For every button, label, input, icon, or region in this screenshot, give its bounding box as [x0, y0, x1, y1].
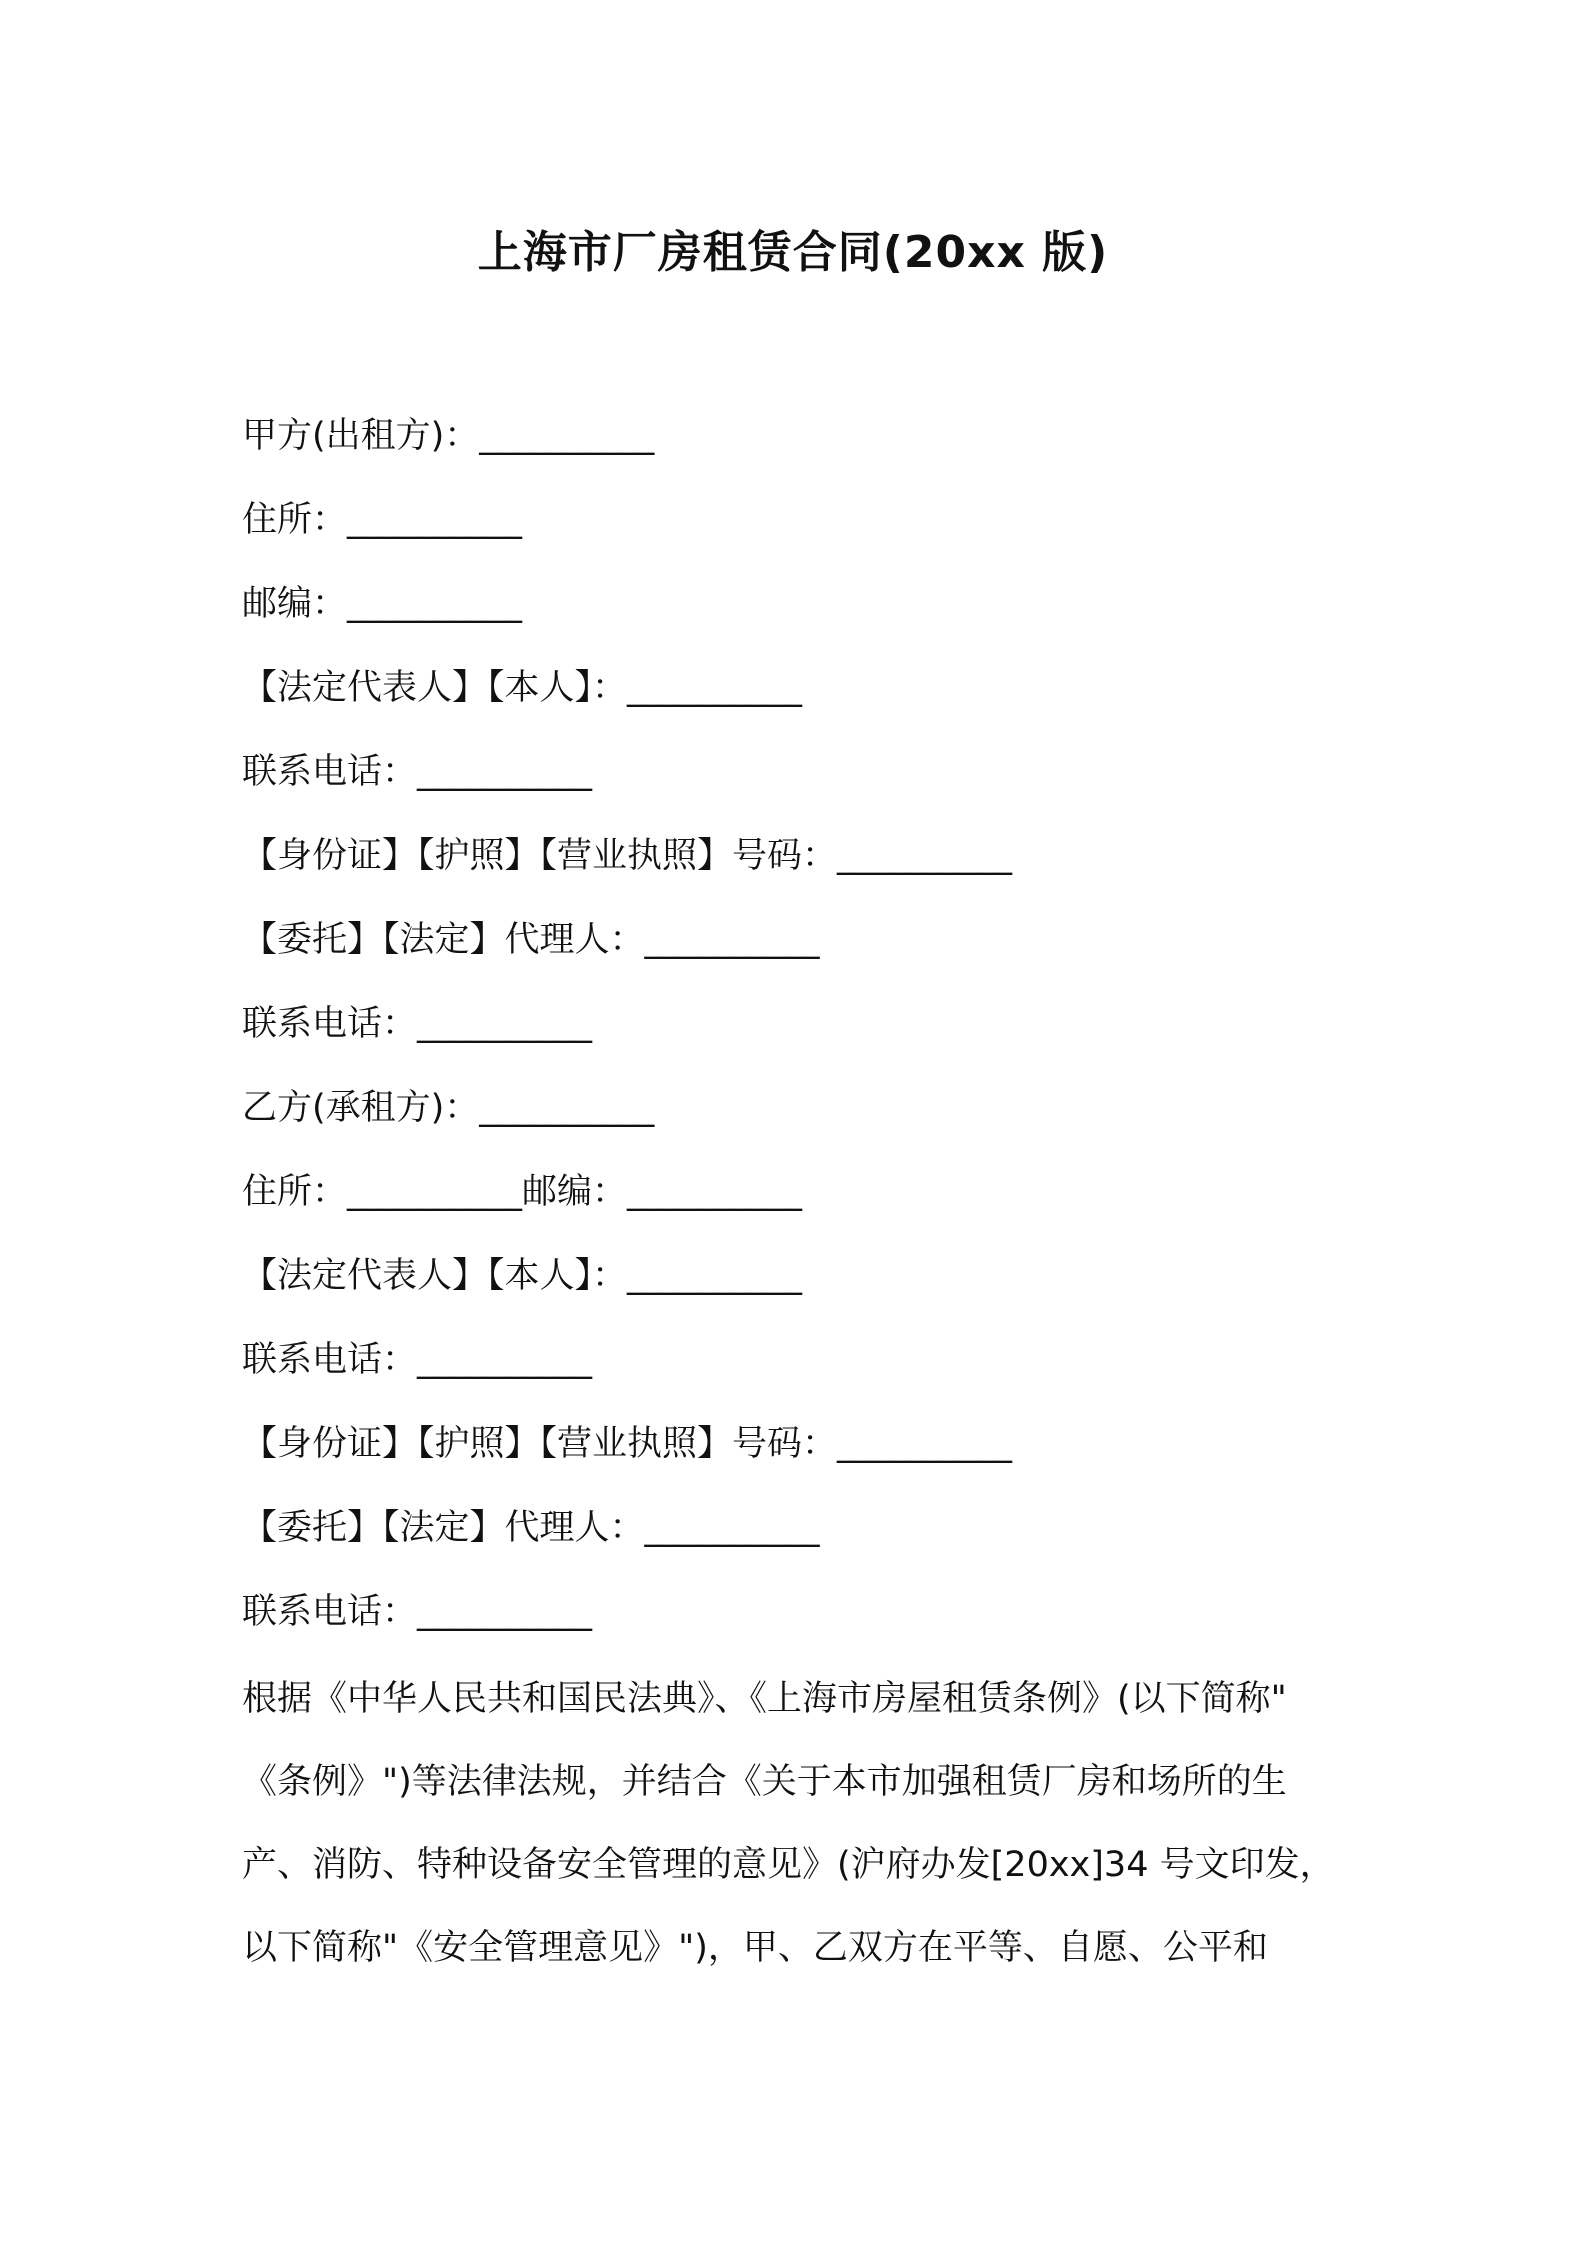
lessor-name-field: 甲方(出租方)：__________ [242, 416, 655, 456]
lessor-agent-field: 【委托】【法定】代理人：__________ [242, 920, 820, 960]
lessor-agent-phone-field: 联系电话：__________ [242, 1004, 593, 1044]
preamble-line: 以下简称"《安全管理意见》")，甲、乙双方在平等、自愿、公平和 [242, 1928, 1268, 1968]
lessee-representative-field: 【法定代表人】【本人】：__________ [242, 1256, 803, 1296]
document-title: 上海市厂房租赁合同(20xx 版) [477, 227, 1109, 278]
lessee-agent-field: 【委托】【法定】代理人：__________ [242, 1508, 820, 1548]
preamble-line: 产、消防、特种设备安全管理的意见》(沪府办发[20xx]34 号文印发， [242, 1845, 1335, 1885]
lessor-phone-field: 联系电话：__________ [242, 752, 593, 792]
lessor-id-number-field: 【身份证】【护照】【营业执照】号码：__________ [242, 836, 1013, 876]
lessor-postcode-field: 邮编：__________ [242, 584, 523, 624]
lessor-representative-field: 【法定代表人】【本人】：__________ [242, 668, 803, 708]
lessee-phone-field: 联系电话：__________ [242, 1340, 593, 1380]
lessee-id-number-field: 【身份证】【护照】【营业执照】号码：__________ [242, 1424, 1013, 1464]
lessee-agent-phone-field: 联系电话：__________ [242, 1592, 593, 1632]
lessee-address-postcode-field: 住所：__________邮编：__________ [242, 1172, 803, 1212]
preamble-line: 根据《中华人民共和国民法典》、《上海市房屋租赁条例》(以下简称" [242, 1679, 1287, 1719]
lessor-address-field: 住所：__________ [242, 500, 523, 540]
preamble-line: 《条例》")等法律法规，并结合《关于本市加强租赁厂房和场所的生 [242, 1762, 1287, 1802]
preamble-paragraph [242, 1658, 1392, 1990]
lessee-name-field: 乙方(承租方)：__________ [242, 1088, 655, 1128]
